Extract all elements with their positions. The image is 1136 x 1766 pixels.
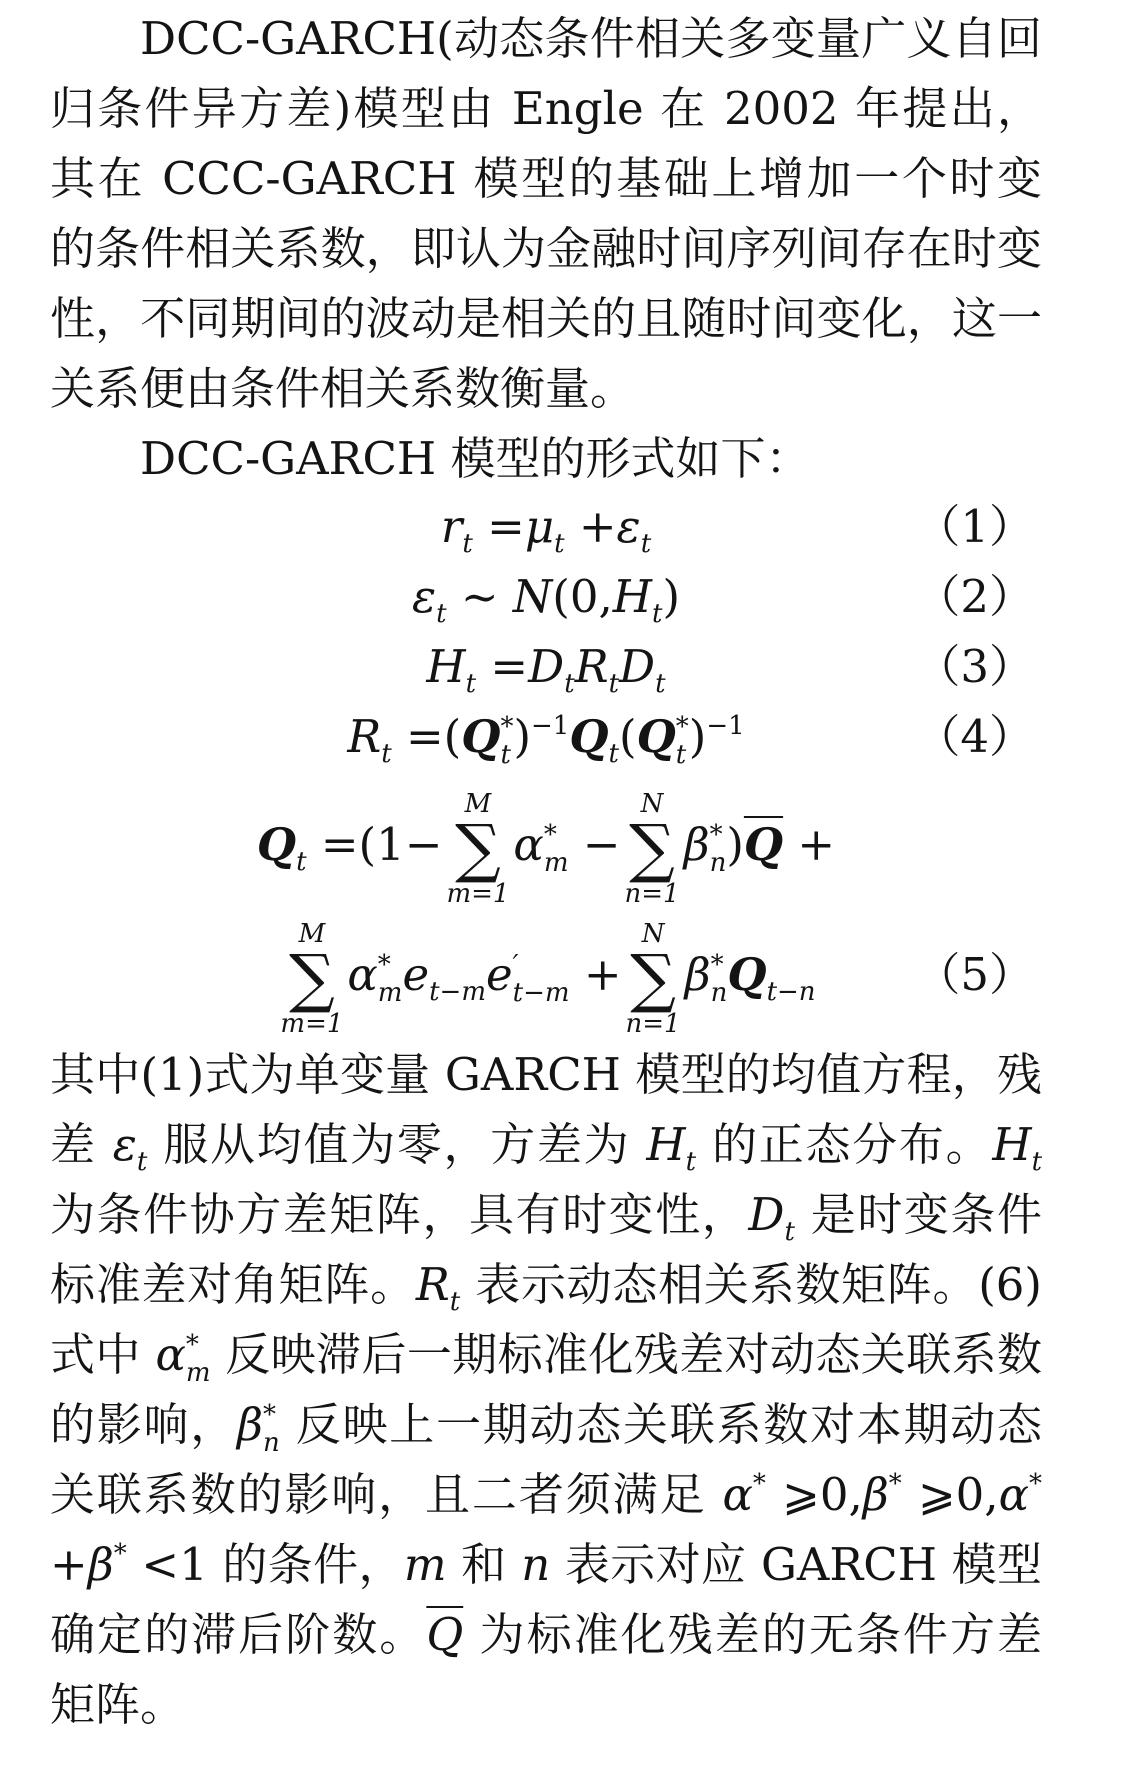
summation-symbol: M ∑ m=1 — [280, 918, 344, 1039]
equation-number: （4） — [915, 710, 1034, 763]
equation-5-line-2: M ∑ m=1 α * m $e_{t-m}e$ ′ t−m + N ∑ n=1 β * n $Q_{t-n}$ （5） — [280, 918, 1034, 1039]
summation-symbol: N ∑ n=1 — [624, 788, 680, 909]
explanation-paragraph: 其中(1)式为单变量 GARCH 模型的均值方程，残差 $\varepsilon_t$ 服从均值为零，方差为 $H_t$ 的正态分布。$H_t$为条件协方差矩阵，具有时变性，$D_t$ 是时变条件标准差对角矩阵。$R_t$ 表示动态相关系数矩阵。(6)式中 α * m 反映滞后一期标准化残差对动态关联系数的影响，β * n 反映上一期动态关联系数对本期动态关联系数的影响，且二者须满足 α* ⩾0,β* ⩾0,α* +β* <1 的条件，m 和 n 表示对应 GARCH 模型确定的滞后阶数。$\overline{Q}$ 为标准化残差的无条件方差矩阵。 — [50, 1048, 1043, 1731]
equation-number: （1） — [915, 500, 1034, 553]
equation-4: $R_t =(Q$ * t )$^{-1}Q_t(Q$ * t )$^{-1}$ （4） — [50, 702, 1042, 772]
model-form-heading: DCC-GARCH 模型的形式如下： — [140, 432, 811, 485]
equation-number: （5） — [915, 948, 1034, 1001]
equation-3: $H_t =D_tR_tD_t$ （3） — [50, 632, 1042, 702]
summation-symbol: M ∑ m=1 — [446, 788, 510, 909]
equation-1: $r_t =\mu_t +\varepsilon_t$ （1） — [50, 492, 1042, 562]
summation-symbol: N ∑ n=1 — [625, 918, 681, 1039]
equation-2: $\varepsilon_t$ ~ $N(0,H_t)$ （2） — [50, 562, 1042, 632]
intro-paragraph: DCC-GARCH(动态条件相关多变量广义自回归条件异方差)模型由 Engle 在 2002 年提出，其在 CCC-GARCH 模型的基础上增加一个时变的条件相关系数，即认为金融时间序列间存在时变性，不同期间的波动是相关的且随时间变化，这一关系便由条件相关系数衡量。 — [50, 12, 1042, 415]
equation-5-line-1: $Q_t =(1-$ M ∑ m=1 α * m − N ∑ n=1 β * n )$\overline{Q}$ + — [256, 788, 836, 909]
equation-number: （2） — [915, 570, 1034, 623]
equation-number: （3） — [915, 640, 1034, 693]
